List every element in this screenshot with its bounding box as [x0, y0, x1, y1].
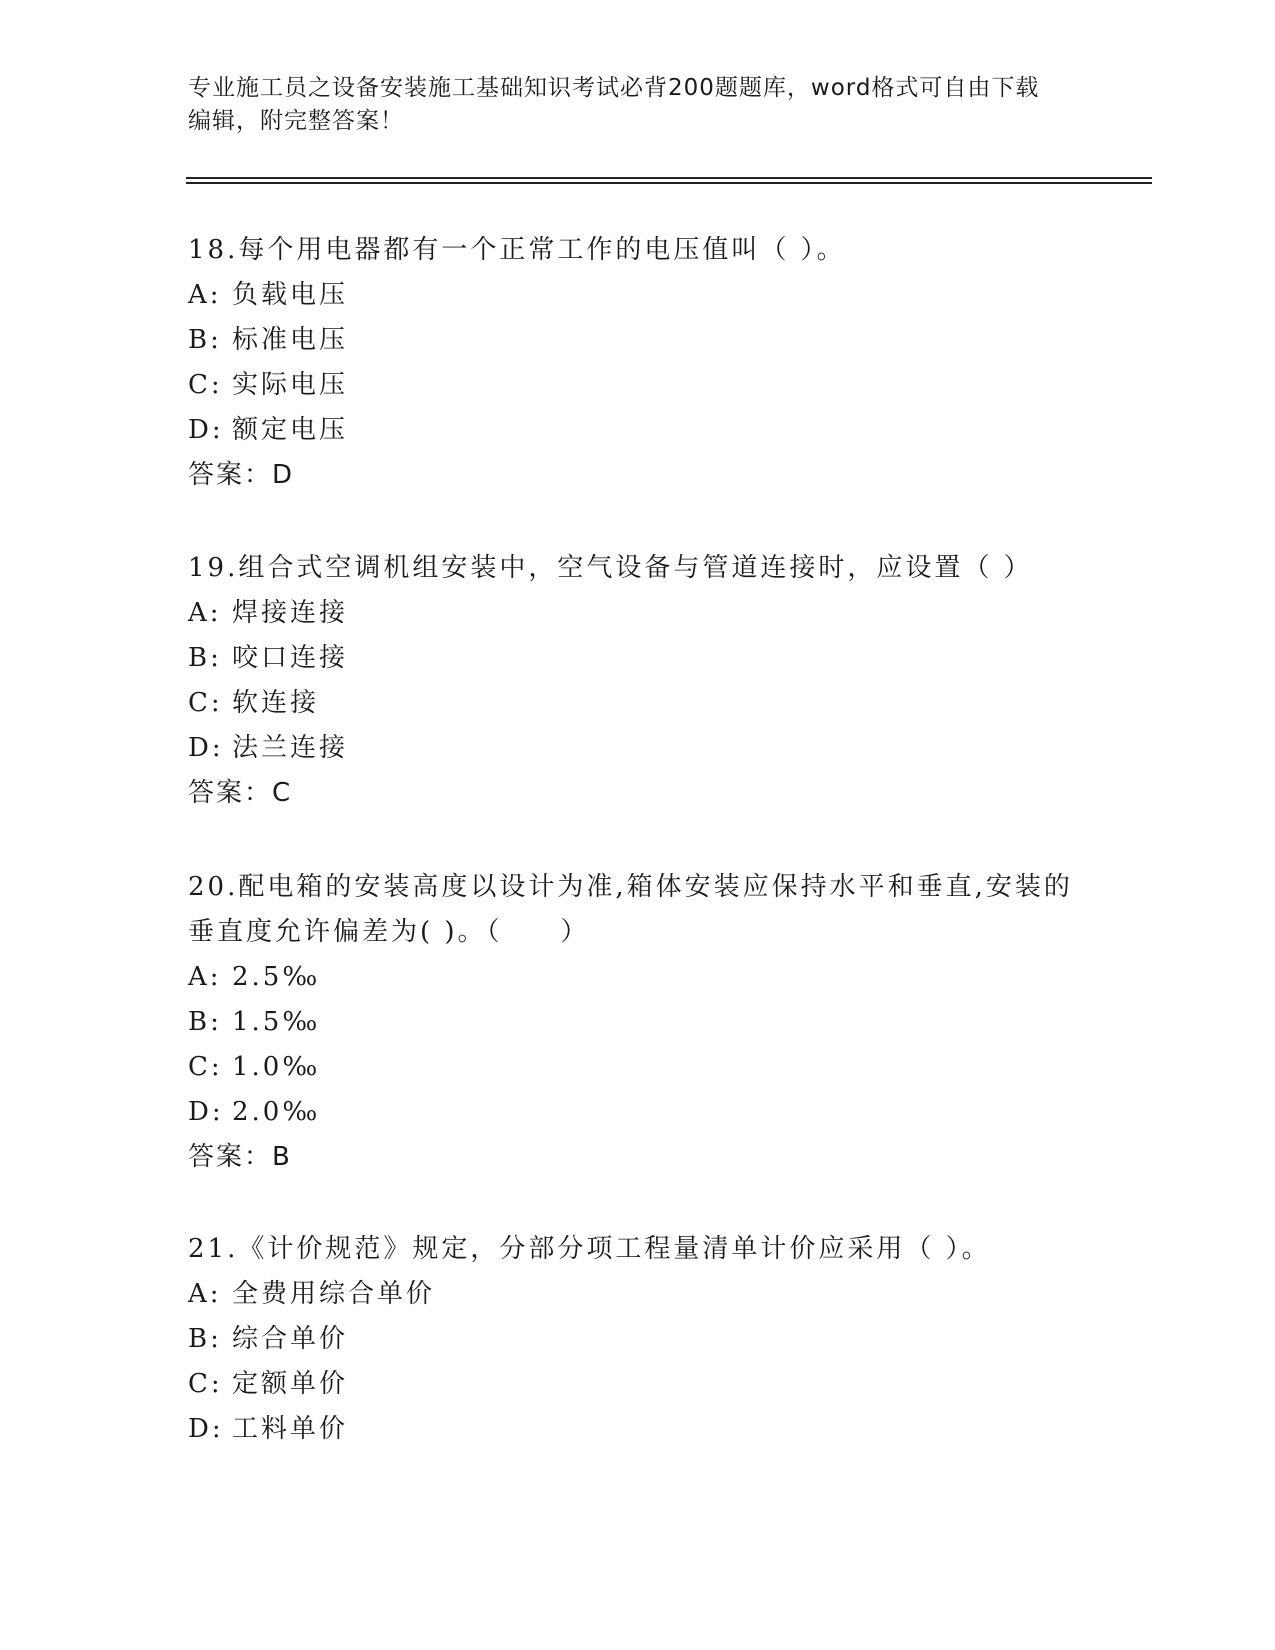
option-b: [188, 1000, 1148, 1045]
option-key: B:: [188, 643, 222, 673]
option-a: [188, 1272, 1148, 1317]
option-text: 咬口连接: [232, 643, 349, 673]
option-a: [188, 955, 1148, 1000]
option-text: 工料单价: [232, 1414, 349, 1444]
option-text: 1.0‰: [232, 1052, 321, 1082]
option-a: [188, 591, 1148, 636]
option-c: [188, 1045, 1148, 1090]
answer-line: 答案：B: [188, 1142, 292, 1172]
question-stem: 19.组合式空调机组安装中，空气设备与管道连接时，应设置（ ）: [188, 553, 1033, 583]
option-d: [188, 408, 1148, 453]
option-key: D:: [188, 415, 224, 445]
option-text: 定额单价: [232, 1369, 349, 1399]
question-stem-line-2: 垂直度允许偏差为( )。（ ）: [188, 917, 590, 947]
option-text: 综合单价: [232, 1324, 349, 1354]
answer-line: 答案：C: [188, 778, 293, 808]
question-stem: 21.《计价规范》规定，分部分项工程量清单计价应采用（ ）。: [188, 1234, 991, 1264]
option-key: A:: [188, 1279, 222, 1309]
option-key: A:: [188, 962, 222, 992]
question-stem-line-1: 20.配电箱的安装高度以设计为准,箱体安装应保持水平和垂直,安装的: [188, 872, 1073, 902]
option-text: 1.5‰: [232, 1007, 321, 1037]
answer-line: 答案：D: [188, 460, 295, 490]
option-d: [188, 1090, 1148, 1135]
option-text: 法兰连接: [232, 733, 349, 763]
option-key: C:: [188, 1052, 223, 1082]
option-key: C:: [188, 370, 223, 400]
option-key: C:: [188, 688, 223, 718]
option-d: [188, 726, 1148, 771]
option-text: 标准电压: [232, 325, 349, 355]
question-20: [188, 865, 1148, 1180]
option-key: A:: [188, 280, 222, 310]
option-text: 实际电压: [232, 370, 349, 400]
option-c: [188, 681, 1148, 726]
option-c: [188, 1362, 1148, 1407]
header-line-2: 编辑，附完整答案！: [188, 108, 404, 134]
option-key: B:: [188, 325, 222, 355]
option-text: 2.5‰: [232, 962, 321, 992]
question-stem: 18.每个用电器都有一个正常工作的电压值叫（ ）。: [188, 235, 846, 265]
option-key: B:: [188, 1007, 222, 1037]
option-c: [188, 363, 1148, 408]
option-b: [188, 636, 1148, 681]
option-key: C:: [188, 1369, 223, 1399]
option-key: D:: [188, 733, 224, 763]
option-key: D:: [188, 1414, 224, 1444]
option-b: [188, 1317, 1148, 1362]
header-divider-top: [186, 177, 1152, 179]
option-text: 负载电压: [232, 280, 349, 310]
question-18: [188, 228, 1148, 498]
option-a: [188, 273, 1148, 318]
option-text: 软连接: [232, 688, 320, 718]
question-19: [188, 546, 1148, 816]
option-text: 2.0‰: [232, 1097, 321, 1127]
option-key: B:: [188, 1324, 222, 1354]
option-key: A:: [188, 598, 222, 628]
document-header: [188, 72, 1088, 138]
option-text: 额定电压: [232, 415, 349, 445]
question-21: [188, 1227, 1148, 1452]
header-divider-bottom: [186, 182, 1152, 184]
option-b: [188, 318, 1148, 363]
option-text: 全费用综合单价: [232, 1279, 436, 1309]
header-line-1: 专业施工员之设备安装施工基础知识考试必背200题题库，word格式可自由下载: [188, 75, 1040, 101]
option-key: D:: [188, 1097, 224, 1127]
option-text: 焊接连接: [232, 598, 349, 628]
option-d: [188, 1407, 1148, 1452]
